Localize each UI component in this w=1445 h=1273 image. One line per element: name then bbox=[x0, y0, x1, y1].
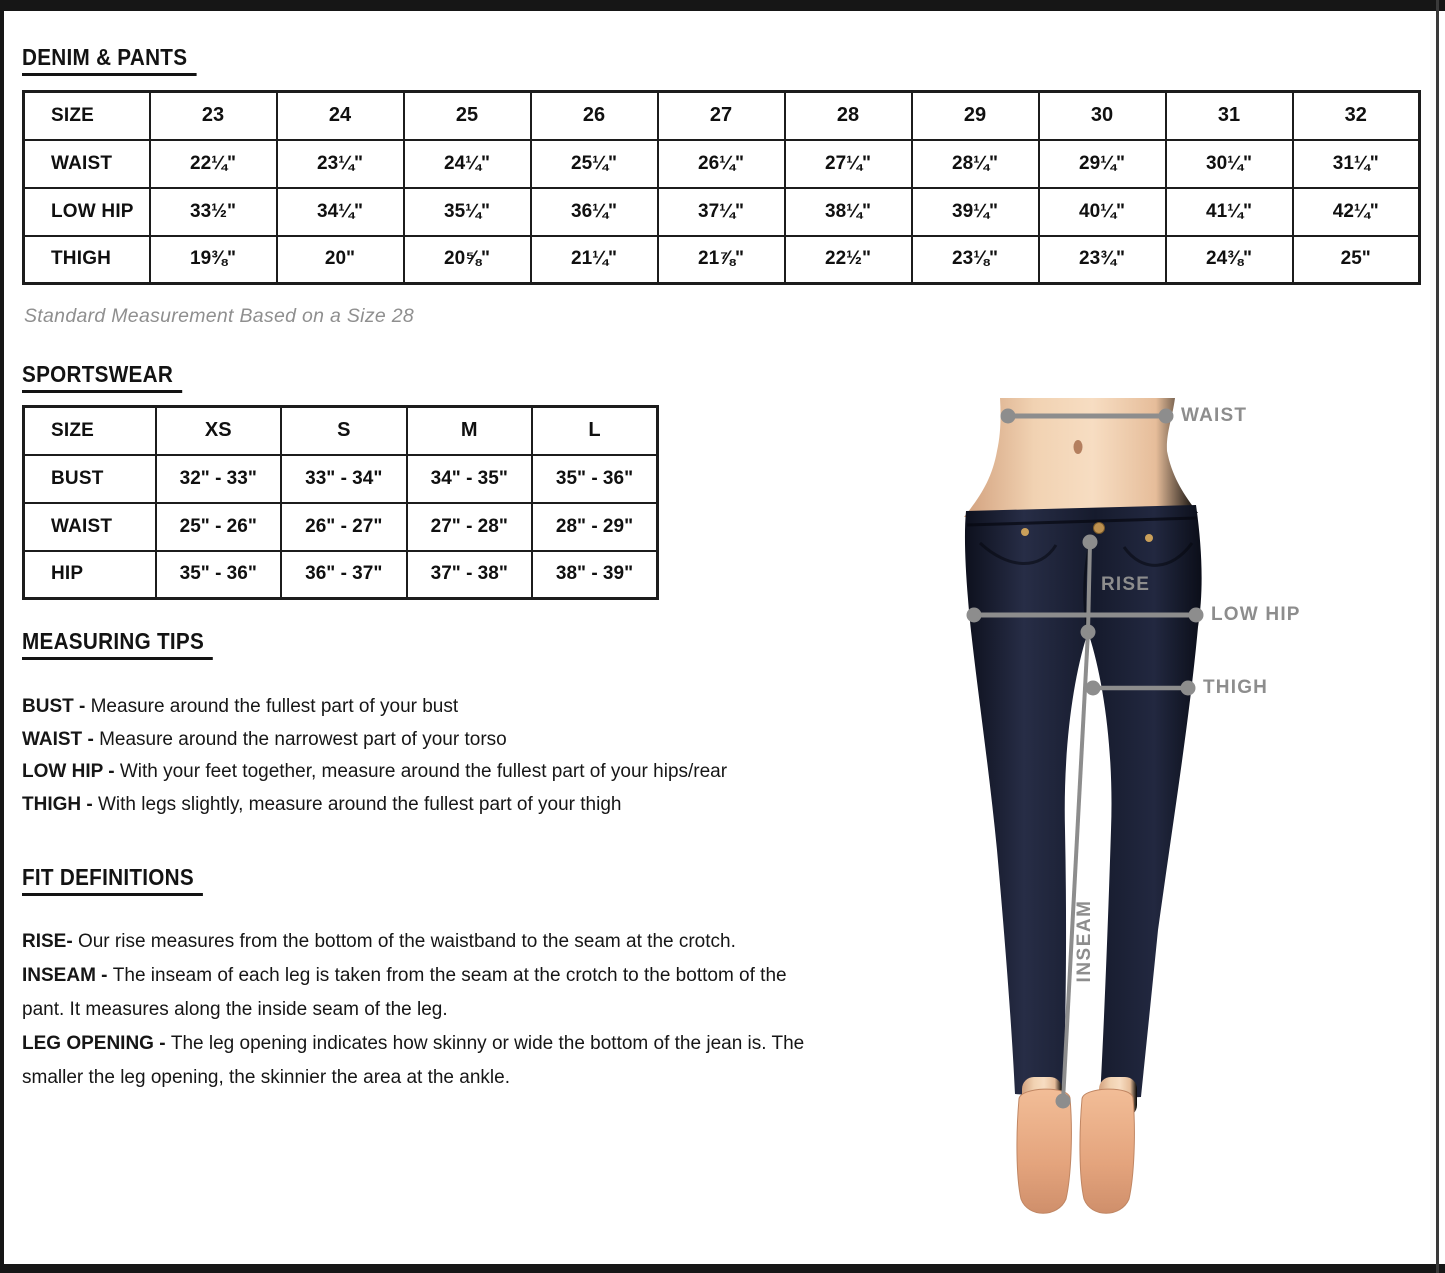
measure-value-cell: 34¼" bbox=[277, 188, 404, 236]
measure-row bbox=[24, 236, 1420, 284]
header-row bbox=[24, 92, 1420, 140]
size-corner-cell: SIZE bbox=[24, 92, 150, 140]
measure-value-cell: 27" - 28" bbox=[407, 503, 533, 551]
term-definition: The inseam of each leg is taken from the seam at the crotch to the bottom of the pant. It measures along the inside seam of the leg. bbox=[22, 965, 787, 1020]
denim-pants-heading: DENIM & PANTS bbox=[22, 46, 196, 76]
inseam-bottom-dot bbox=[1056, 1094, 1071, 1109]
measure-value-cell: 38" - 39" bbox=[532, 551, 658, 599]
term-label: WAIST - bbox=[22, 728, 100, 750]
measuring-tips-list bbox=[22, 691, 862, 821]
fit-line-item bbox=[22, 925, 817, 959]
measure-value-cell: 25" bbox=[1293, 236, 1420, 284]
measure-value-cell: 26" - 27" bbox=[281, 503, 407, 551]
size-header-cell: 29 bbox=[912, 92, 1039, 140]
fit-definitions-heading: FIT DEFINITIONS bbox=[22, 866, 203, 896]
tip-line-item bbox=[22, 756, 862, 789]
left-rivet bbox=[1021, 528, 1029, 536]
left-border-line bbox=[0, 0, 4, 1273]
measure-value-cell: 23¾" bbox=[1039, 236, 1166, 284]
measure-value-cell: 39¼" bbox=[912, 188, 1039, 236]
fit-diagram bbox=[900, 385, 1445, 1273]
waist-line-right-dot bbox=[1159, 409, 1174, 424]
jeans-button bbox=[1094, 523, 1105, 534]
waist-line-left-dot bbox=[1001, 409, 1016, 424]
measure-value-cell: 27¼" bbox=[785, 140, 912, 188]
measure-value-cell: 21⅞" bbox=[658, 236, 785, 284]
sportswear-heading: SPORTSWEAR bbox=[22, 363, 182, 393]
measure-value-cell: 29¼" bbox=[1039, 140, 1166, 188]
measure-value-cell: 21¼" bbox=[531, 236, 658, 284]
sportswear-table bbox=[22, 405, 659, 600]
measure-value-cell: 28¼" bbox=[912, 140, 1039, 188]
measure-value-cell: 35" - 36" bbox=[532, 455, 658, 503]
term-label: BUST - bbox=[22, 696, 91, 717]
term-definition: The leg opening indicates how skinny or wide the bottom of the jean is. The smaller the leg opening, the skinnier the area at the ankle. bbox=[22, 1033, 805, 1088]
size-header-cell: L bbox=[532, 407, 658, 455]
right-rivet bbox=[1145, 534, 1153, 542]
measure-value-cell: 37" - 38" bbox=[407, 551, 533, 599]
size-header-cell: 24 bbox=[277, 92, 404, 140]
inseam-label: INSEAM bbox=[1074, 899, 1095, 983]
measure-value-cell: 42¼" bbox=[1293, 188, 1420, 236]
tip-line-item bbox=[22, 724, 862, 757]
measure-value-cell: 25¼" bbox=[531, 140, 658, 188]
low-hip-label: LOW HIP bbox=[1211, 604, 1301, 625]
rise-label: RISE bbox=[1101, 574, 1151, 595]
size-header-cell: 26 bbox=[531, 92, 658, 140]
rise-top-dot bbox=[1083, 535, 1098, 550]
term-label: INSEAM - bbox=[22, 965, 113, 986]
size-header-cell: S bbox=[281, 407, 407, 455]
measuring-tips-section bbox=[22, 630, 862, 821]
tip-line-item bbox=[22, 789, 862, 822]
measure-value-cell: 33" - 34" bbox=[281, 455, 407, 503]
row-label-cell: BUST bbox=[24, 455, 156, 503]
tip-line-item bbox=[22, 691, 862, 724]
row-label-cell: WAIST bbox=[24, 503, 156, 551]
measure-value-cell: 32" - 33" bbox=[156, 455, 282, 503]
fit-definitions-list bbox=[22, 925, 862, 1095]
measure-value-cell: 20" bbox=[277, 236, 404, 284]
model-illustration bbox=[900, 385, 1445, 1273]
measure-row bbox=[24, 455, 658, 503]
measurement-note: Standard Measurement Based on a Size 28 bbox=[24, 305, 415, 327]
size-header-cell: 31 bbox=[1166, 92, 1293, 140]
term-definition: Measure around the fullest part of your bust bbox=[90, 696, 459, 717]
navel bbox=[1074, 440, 1083, 454]
size-header-cell: 27 bbox=[658, 92, 785, 140]
measure-value-cell: 20⅝" bbox=[404, 236, 531, 284]
term-definition: Measure around the narrowest part of your torso bbox=[99, 728, 507, 750]
thigh-right-dot bbox=[1181, 681, 1196, 696]
row-label-cell: WAIST bbox=[24, 140, 150, 188]
term-definition: With legs slightly, measure around the fullest part of your thigh bbox=[98, 793, 622, 815]
measure-value-cell: 31¼" bbox=[1293, 140, 1420, 188]
term-definition: With your feet together, measure around the fullest part of your hips/rear bbox=[119, 761, 728, 782]
measure-value-cell: 23¼" bbox=[277, 140, 404, 188]
waist-label: WAIST bbox=[1181, 405, 1248, 426]
measure-value-cell: 30¼" bbox=[1166, 140, 1293, 188]
denim-pants-section bbox=[22, 46, 1422, 328]
measure-row bbox=[24, 551, 658, 599]
measure-value-cell: 40¼" bbox=[1039, 188, 1166, 236]
size-corner-cell: SIZE bbox=[24, 407, 156, 455]
measure-row bbox=[24, 188, 1420, 236]
measure-value-cell: 36" - 37" bbox=[281, 551, 407, 599]
measure-value-cell: 22¼" bbox=[150, 140, 277, 188]
measure-value-cell: 37¼" bbox=[658, 188, 785, 236]
rise-measure-line bbox=[1088, 542, 1090, 632]
row-label-cell: HIP bbox=[24, 551, 156, 599]
size-header-cell: 30 bbox=[1039, 92, 1166, 140]
measure-value-cell: 19⅜" bbox=[150, 236, 277, 284]
term-label: THIGH - bbox=[22, 793, 98, 815]
measure-value-cell: 28" - 29" bbox=[532, 503, 658, 551]
measure-value-cell: 25" - 26" bbox=[156, 503, 282, 551]
term-label: LOW HIP - bbox=[22, 761, 120, 782]
fit-definitions-section bbox=[22, 866, 862, 1095]
low-hip-left-dot bbox=[967, 608, 982, 623]
row-label-cell: LOW HIP bbox=[24, 188, 150, 236]
measure-value-cell: 41¼" bbox=[1166, 188, 1293, 236]
fit-line-item bbox=[22, 959, 817, 1027]
measure-row bbox=[24, 140, 1420, 188]
measure-value-cell: 24⅜" bbox=[1166, 236, 1293, 284]
term-label: LEG OPENING - bbox=[22, 1033, 171, 1054]
header-row bbox=[24, 407, 658, 455]
measure-value-cell: 26¼" bbox=[658, 140, 785, 188]
denim-pants-table bbox=[22, 90, 1421, 285]
measure-value-cell: 33½" bbox=[150, 188, 277, 236]
measure-value-cell: 36¼" bbox=[531, 188, 658, 236]
term-definition: Our rise measures from the bottom of the waistband to the seam at the crotch. bbox=[77, 931, 736, 952]
measure-row bbox=[24, 503, 658, 551]
measure-value-cell: 35" - 36" bbox=[156, 551, 282, 599]
measure-value-cell: 23⅛" bbox=[912, 236, 1039, 284]
measuring-tips-heading: MEASURING TIPS bbox=[22, 630, 213, 660]
size-header-cell: XS bbox=[156, 407, 282, 455]
measure-value-cell: 22½" bbox=[785, 236, 912, 284]
measure-value-cell: 34" - 35" bbox=[407, 455, 533, 503]
top-border-bar bbox=[0, 0, 1445, 11]
thigh-label: THIGH bbox=[1203, 677, 1269, 698]
size-header-cell: 28 bbox=[785, 92, 912, 140]
measure-value-cell: 24¼" bbox=[404, 140, 531, 188]
thigh-left-dot bbox=[1086, 681, 1101, 696]
fit-line-item bbox=[22, 1027, 817, 1095]
size-header-cell: 25 bbox=[404, 92, 531, 140]
sportswear-section bbox=[22, 363, 682, 600]
right-shoe bbox=[1080, 1089, 1134, 1213]
size-header-cell: M bbox=[407, 407, 533, 455]
size-header-cell: 23 bbox=[150, 92, 277, 140]
low-hip-right-dot bbox=[1189, 608, 1204, 623]
measure-value-cell: 38¼" bbox=[785, 188, 912, 236]
size-header-cell: 32 bbox=[1293, 92, 1420, 140]
term-label: RISE- bbox=[22, 931, 78, 952]
row-label-cell: THIGH bbox=[24, 236, 150, 284]
measure-value-cell: 35¼" bbox=[404, 188, 531, 236]
